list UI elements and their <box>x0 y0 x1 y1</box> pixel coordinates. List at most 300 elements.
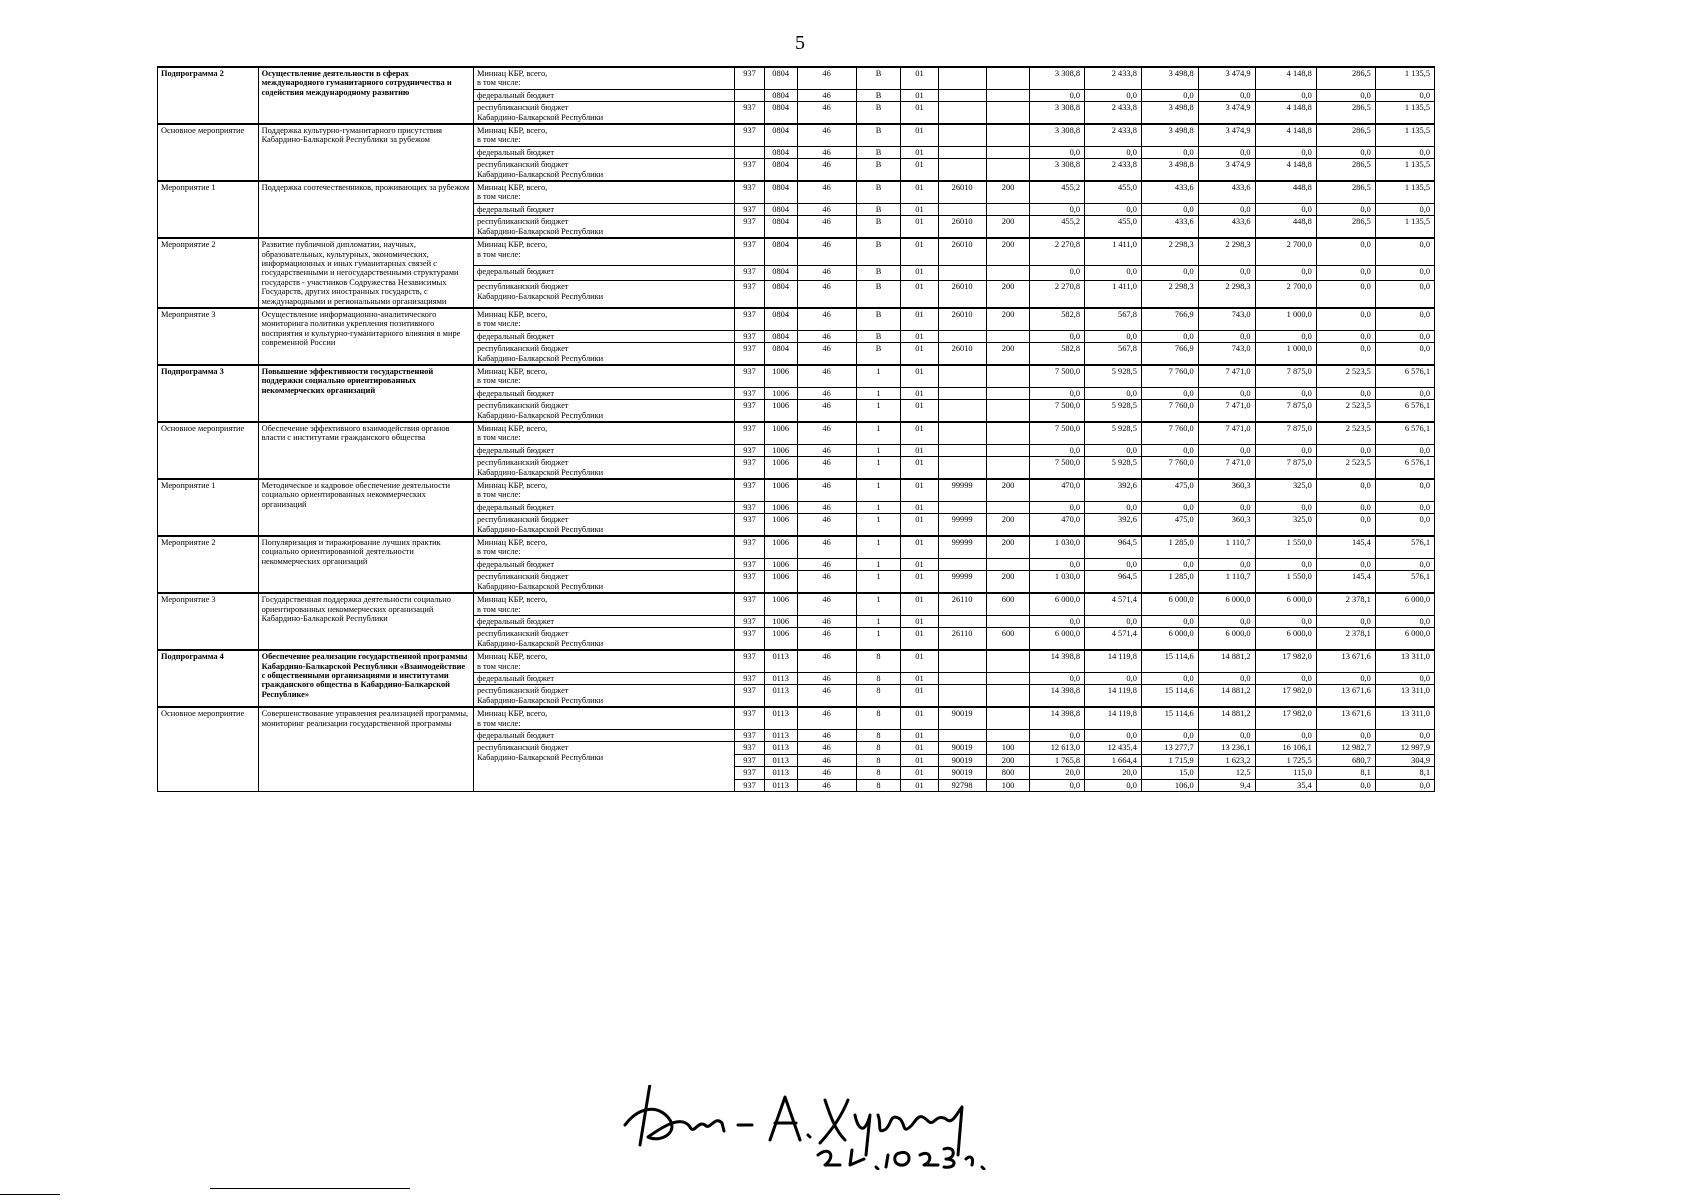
amount-cell: 3 498,8 <box>1141 102 1198 124</box>
rzpr-code: 1006 <box>764 501 797 513</box>
amount-cell: 0,0 <box>1255 387 1316 399</box>
vr-code: 200 <box>986 308 1030 330</box>
funding-source: республиканский бюджет Кабардино-Балкарской Республики <box>473 343 734 365</box>
amount-cell: 0,0 <box>1375 89 1434 101</box>
expense-code <box>938 400 986 422</box>
subprogram-code: 1 <box>856 514 901 536</box>
program-code: 46 <box>797 685 856 707</box>
expense-code <box>938 124 986 146</box>
amount-cell: 475,0 <box>1141 514 1198 536</box>
event-code: 01 <box>901 779 938 791</box>
amount-cell: 2 378,1 <box>1316 628 1375 650</box>
amount-cell: 7 875,0 <box>1255 422 1316 444</box>
event-code: 01 <box>901 343 938 365</box>
row-title: Поддержка соотечественников, проживающих за рубежом <box>258 181 473 238</box>
amount-cell: 1 550,0 <box>1255 571 1316 593</box>
amount-cell: 0,0 <box>1198 89 1255 101</box>
amount-cell: 7 760,0 <box>1141 457 1198 479</box>
rzpr-code: 0804 <box>764 203 797 215</box>
subprogram-code: 1 <box>856 444 901 456</box>
amount-cell: 576,1 <box>1375 536 1434 558</box>
program-code: 46 <box>797 571 856 593</box>
amount-cell: 0,0 <box>1316 330 1375 342</box>
amount-cell: 1 135,5 <box>1375 159 1434 181</box>
row-level-label: Подпрограмма 4 <box>158 650 259 707</box>
subprogram-code: В <box>856 102 901 124</box>
program-code: 46 <box>797 238 856 265</box>
amount-cell: 0,0 <box>1255 265 1316 280</box>
amount-cell: 2 433,8 <box>1085 102 1142 124</box>
amount-cell: 0,0 <box>1085 89 1142 101</box>
amount-cell: 0,0 <box>1085 444 1142 456</box>
amount-cell: 0,0 <box>1255 203 1316 215</box>
amount-cell: 3 474,9 <box>1198 67 1255 89</box>
program-code: 46 <box>797 203 856 215</box>
row-title: Популяризация и тиражирование лучших практик социально ориентированной деятельности некоммерческих организаций <box>258 536 473 593</box>
grbs-code: 937 <box>735 281 765 308</box>
amount-cell: 0,0 <box>1375 281 1434 308</box>
amount-cell: 4 148,8 <box>1255 159 1316 181</box>
event-code: 01 <box>901 615 938 627</box>
grbs-code: 937 <box>735 767 765 779</box>
amount-cell: 5 928,5 <box>1085 457 1142 479</box>
amount-cell: 7 875,0 <box>1255 365 1316 387</box>
amount-cell: 6 000,0 <box>1255 593 1316 615</box>
row-level-label: Основное мероприятие <box>158 707 259 791</box>
subprogram-code: В <box>856 238 901 265</box>
subprogram-code: 1 <box>856 479 901 501</box>
amount-cell: 13 671,6 <box>1316 707 1375 729</box>
expense-code <box>938 265 986 280</box>
expense-code <box>938 558 986 570</box>
amount-cell: 680,7 <box>1316 754 1375 766</box>
expense-code <box>938 501 986 513</box>
amount-cell: 455,2 <box>1030 216 1085 238</box>
event-code: 01 <box>901 365 938 387</box>
vr-code: 100 <box>986 779 1030 791</box>
rzpr-code: 0804 <box>764 67 797 89</box>
amount-cell: 0,0 <box>1198 615 1255 627</box>
expense-code <box>938 615 986 627</box>
amount-cell: 6 000,0 <box>1255 628 1316 650</box>
vr-code: 800 <box>986 767 1030 779</box>
amount-cell: 0,0 <box>1085 387 1142 399</box>
amount-cell: 6 000,0 <box>1030 593 1085 615</box>
amount-cell: 0,0 <box>1375 514 1434 536</box>
subprogram-code: В <box>856 343 901 365</box>
vr-code: 200 <box>986 216 1030 238</box>
handwritten-signature <box>620 1085 1000 1170</box>
vr-code <box>986 558 1030 570</box>
amount-cell: 0,0 <box>1085 615 1142 627</box>
rzpr-code: 0804 <box>764 181 797 203</box>
amount-cell: 145,4 <box>1316 571 1375 593</box>
amount-cell: 0,0 <box>1375 779 1434 791</box>
amount-cell: 433,6 <box>1198 181 1255 203</box>
funding-source: Миннац КБР, всего, в том числе: <box>473 67 734 89</box>
amount-cell: 0,0 <box>1316 672 1375 684</box>
expense-code <box>938 672 986 684</box>
amount-cell: 3 498,8 <box>1141 124 1198 146</box>
amount-cell: 0,0 <box>1141 89 1198 101</box>
page-number: 5 <box>795 32 805 54</box>
amount-cell: 0,0 <box>1316 265 1375 280</box>
vr-code <box>986 387 1030 399</box>
table-row <box>158 536 1435 558</box>
amount-cell: 3 474,9 <box>1198 124 1255 146</box>
subprogram-code: 1 <box>856 628 901 650</box>
grbs-code: 937 <box>735 422 765 444</box>
rzpr-code: 0804 <box>764 343 797 365</box>
funding-source: республиканский бюджет Кабардино-Балкарской Республики <box>473 742 734 792</box>
program-code: 46 <box>797 672 856 684</box>
amount-cell: 325,0 <box>1255 479 1316 501</box>
program-code: 46 <box>797 479 856 501</box>
rzpr-code: 0113 <box>764 707 797 729</box>
funding-source: Миннац КБР, всего, в том числе: <box>473 181 734 203</box>
amount-cell: 0,0 <box>1085 501 1142 513</box>
amount-cell: 0,0 <box>1141 203 1198 215</box>
subprogram-code: В <box>856 89 901 101</box>
amount-cell: 2 433,8 <box>1085 67 1142 89</box>
funding-source: Миннац КБР, всего, в том числе: <box>473 707 734 729</box>
amount-cell: 6 000,0 <box>1375 628 1434 650</box>
event-code: 01 <box>901 501 938 513</box>
vr-code: 200 <box>986 181 1030 203</box>
table-row <box>158 308 1435 330</box>
amount-cell: 0,0 <box>1375 330 1434 342</box>
grbs-code: 937 <box>735 400 765 422</box>
amount-cell: 0,0 <box>1085 672 1142 684</box>
expense-code <box>938 650 986 672</box>
vr-code <box>986 159 1030 181</box>
amount-cell: 448,8 <box>1255 181 1316 203</box>
amount-cell: 360,3 <box>1198 514 1255 536</box>
expense-code: 90019 <box>938 707 986 729</box>
subprogram-code: 1 <box>856 400 901 422</box>
subprogram-code: 8 <box>856 742 901 754</box>
amount-cell: 1 623,2 <box>1198 754 1255 766</box>
rzpr-code: 1006 <box>764 571 797 593</box>
expense-code: 26010 <box>938 238 986 265</box>
amount-cell: 1 765,8 <box>1030 754 1085 766</box>
expense-code <box>938 422 986 444</box>
event-code: 01 <box>901 707 938 729</box>
expense-code: 99999 <box>938 571 986 593</box>
amount-cell: 0,0 <box>1085 330 1142 342</box>
amount-cell: 14 881,2 <box>1198 707 1255 729</box>
grbs-code: 937 <box>735 330 765 342</box>
amount-cell: 0,0 <box>1085 729 1142 741</box>
amount-cell: 14 398,8 <box>1030 650 1085 672</box>
row-level-label: Мероприятие 2 <box>158 536 259 593</box>
vr-code <box>986 400 1030 422</box>
funding-source: федеральный бюджет <box>473 330 734 342</box>
grbs-code: 937 <box>735 479 765 501</box>
amount-cell: 0,0 <box>1375 615 1434 627</box>
vr-code <box>986 444 1030 456</box>
program-code: 46 <box>797 159 856 181</box>
amount-cell: 3 308,8 <box>1030 102 1085 124</box>
amount-cell: 576,1 <box>1375 571 1434 593</box>
vr-code <box>986 501 1030 513</box>
amount-cell: 13 671,6 <box>1316 685 1375 707</box>
amount-cell: 455,0 <box>1085 181 1142 203</box>
funding-source: федеральный бюджет <box>473 501 734 513</box>
amount-cell: 0,0 <box>1375 501 1434 513</box>
amount-cell: 2 523,5 <box>1316 457 1375 479</box>
event-code: 01 <box>901 400 938 422</box>
expense-code <box>938 102 986 124</box>
grbs-code: 937 <box>735 387 765 399</box>
grbs-code: 937 <box>735 536 765 558</box>
amount-cell: 0,0 <box>1316 387 1375 399</box>
amount-cell: 0,0 <box>1255 615 1316 627</box>
rzpr-code: 0804 <box>764 159 797 181</box>
row-title: Повышение эффективности государственной поддержки социально ориентированных некоммерческих организаций <box>258 365 473 422</box>
subprogram-code: 8 <box>856 779 901 791</box>
program-code: 46 <box>797 615 856 627</box>
amount-cell: 455,0 <box>1085 216 1142 238</box>
amount-cell: 325,0 <box>1255 514 1316 536</box>
amount-cell: 2 298,3 <box>1198 281 1255 308</box>
expense-code: 26010 <box>938 281 986 308</box>
amount-cell: 286,5 <box>1316 181 1375 203</box>
rzpr-code: 0113 <box>764 729 797 741</box>
event-code: 01 <box>901 181 938 203</box>
amount-cell: 455,2 <box>1030 181 1085 203</box>
amount-cell: 7 760,0 <box>1141 365 1198 387</box>
amount-cell: 15,0 <box>1141 767 1198 779</box>
amount-cell: 0,0 <box>1255 501 1316 513</box>
amount-cell: 6 576,1 <box>1375 400 1434 422</box>
amount-cell: 433,6 <box>1141 181 1198 203</box>
amount-cell: 15 114,6 <box>1141 685 1198 707</box>
rzpr-code: 1006 <box>764 558 797 570</box>
vr-code: 200 <box>986 536 1030 558</box>
amount-cell: 0,0 <box>1316 343 1375 365</box>
vr-code: 200 <box>986 514 1030 536</box>
amount-cell: 14 119,8 <box>1085 707 1142 729</box>
rzpr-code: 1006 <box>764 457 797 479</box>
amount-cell: 964,5 <box>1085 536 1142 558</box>
subprogram-code: 8 <box>856 707 901 729</box>
grbs-code: 937 <box>735 650 765 672</box>
amount-cell: 0,0 <box>1141 265 1198 280</box>
expense-code <box>938 685 986 707</box>
rzpr-code: 0804 <box>764 238 797 265</box>
amount-cell: 0,0 <box>1375 558 1434 570</box>
amount-cell: 304,9 <box>1375 754 1434 766</box>
amount-cell: 13 277,7 <box>1141 742 1198 754</box>
row-level-label: Мероприятие 1 <box>158 181 259 238</box>
grbs-code: 937 <box>735 203 765 215</box>
program-code: 46 <box>797 628 856 650</box>
event-code: 01 <box>901 102 938 124</box>
rzpr-code: 1006 <box>764 593 797 615</box>
expense-code: 26010 <box>938 181 986 203</box>
amount-cell: 6 000,0 <box>1198 593 1255 615</box>
amount-cell: 0,0 <box>1316 89 1375 101</box>
amount-cell: 4 571,4 <box>1085 628 1142 650</box>
funding-source: Миннац КБР, всего, в том числе: <box>473 238 734 265</box>
amount-cell: 2 298,3 <box>1198 238 1255 265</box>
amount-cell: 0,0 <box>1085 779 1142 791</box>
amount-cell: 35,4 <box>1255 779 1316 791</box>
subprogram-code: 1 <box>856 593 901 615</box>
amount-cell: 20,0 <box>1030 767 1085 779</box>
subprogram-code: 1 <box>856 536 901 558</box>
amount-cell: 1 000,0 <box>1255 343 1316 365</box>
amount-cell: 1 135,5 <box>1375 181 1434 203</box>
vr-code: 200 <box>986 281 1030 308</box>
vr-code: 600 <box>986 628 1030 650</box>
funding-source: республиканский бюджет Кабардино-Балкарской Республики <box>473 457 734 479</box>
expense-code: 90019 <box>938 742 986 754</box>
event-code: 01 <box>901 558 938 570</box>
event-code: 01 <box>901 387 938 399</box>
funding-source: республиканский бюджет Кабардино-Балкарской Республики <box>473 159 734 181</box>
grbs-code <box>735 89 765 101</box>
vr-code <box>986 729 1030 741</box>
program-code: 46 <box>797 216 856 238</box>
amount-cell: 0,0 <box>1141 729 1198 741</box>
grbs-code: 937 <box>735 308 765 330</box>
event-code: 01 <box>901 536 938 558</box>
amount-cell: 6 000,0 <box>1141 593 1198 615</box>
rzpr-code: 0804 <box>764 146 797 158</box>
amount-cell: 743,0 <box>1198 308 1255 330</box>
grbs-code: 937 <box>735 615 765 627</box>
rzpr-code: 0804 <box>764 330 797 342</box>
grbs-code: 937 <box>735 216 765 238</box>
amount-cell: 1 725,5 <box>1255 754 1316 766</box>
amount-cell: 1 110,7 <box>1198 536 1255 558</box>
subprogram-code: В <box>856 146 901 158</box>
amount-cell: 0,0 <box>1316 308 1375 330</box>
amount-cell: 1 285,0 <box>1141 536 1198 558</box>
amount-cell: 0,0 <box>1316 146 1375 158</box>
amount-cell: 475,0 <box>1141 479 1198 501</box>
event-code: 01 <box>901 444 938 456</box>
event-code: 01 <box>901 672 938 684</box>
amount-cell: 6 576,1 <box>1375 365 1434 387</box>
amount-cell: 7 500,0 <box>1030 400 1085 422</box>
event-code: 01 <box>901 685 938 707</box>
table-row <box>158 650 1435 672</box>
amount-cell: 0,0 <box>1085 265 1142 280</box>
amount-cell: 0,0 <box>1085 203 1142 215</box>
amount-cell: 2 700,0 <box>1255 281 1316 308</box>
funding-source: Миннац КБР, всего, в том числе: <box>473 124 734 146</box>
amount-cell: 0,0 <box>1141 387 1198 399</box>
program-code: 46 <box>797 67 856 89</box>
table-row <box>158 238 1435 265</box>
amount-cell: 0,0 <box>1316 444 1375 456</box>
amount-cell: 15 114,6 <box>1141 650 1198 672</box>
amount-cell: 15 114,6 <box>1141 707 1198 729</box>
expense-code: 26010 <box>938 308 986 330</box>
amount-cell: 14 119,8 <box>1085 650 1142 672</box>
amount-cell: 7 500,0 <box>1030 457 1085 479</box>
amount-cell: 0,0 <box>1030 203 1085 215</box>
amount-cell: 0,0 <box>1141 501 1198 513</box>
subprogram-code: 1 <box>856 571 901 593</box>
amount-cell: 2 433,8 <box>1085 159 1142 181</box>
vr-code <box>986 102 1030 124</box>
amount-cell: 9,4 <box>1198 779 1255 791</box>
vr-code <box>986 89 1030 101</box>
amount-cell: 106,0 <box>1141 779 1198 791</box>
amount-cell: 1 550,0 <box>1255 536 1316 558</box>
vr-code <box>986 330 1030 342</box>
amount-cell: 448,8 <box>1255 216 1316 238</box>
amount-cell: 0,0 <box>1030 146 1085 158</box>
amount-cell: 392,6 <box>1085 514 1142 536</box>
grbs-code: 937 <box>735 514 765 536</box>
amount-cell: 4 148,8 <box>1255 124 1316 146</box>
row-level-label: Основное мероприятие <box>158 422 259 479</box>
program-code: 46 <box>797 779 856 791</box>
grbs-code: 937 <box>735 124 765 146</box>
subprogram-code: 1 <box>856 558 901 570</box>
amount-cell: 0,0 <box>1030 444 1085 456</box>
event-code: 01 <box>901 203 938 215</box>
amount-cell: 0,0 <box>1141 672 1198 684</box>
program-code: 46 <box>797 265 856 280</box>
expense-code: 99999 <box>938 514 986 536</box>
amount-cell: 12 435,4 <box>1085 742 1142 754</box>
amount-cell: 567,8 <box>1085 308 1142 330</box>
amount-cell: 0,0 <box>1316 281 1375 308</box>
subprogram-code: 8 <box>856 685 901 707</box>
vr-code <box>986 685 1030 707</box>
vr-code <box>986 365 1030 387</box>
program-code: 46 <box>797 444 856 456</box>
expense-code: 26110 <box>938 628 986 650</box>
amount-cell: 2 523,5 <box>1316 400 1375 422</box>
vr-code: 100 <box>986 742 1030 754</box>
amount-cell: 286,5 <box>1316 159 1375 181</box>
table-row <box>158 365 1435 387</box>
subprogram-code: 1 <box>856 387 901 399</box>
subprogram-code: 1 <box>856 457 901 479</box>
amount-cell: 0,0 <box>1375 343 1434 365</box>
vr-code <box>986 422 1030 444</box>
table-row <box>158 479 1435 501</box>
amount-cell: 0,0 <box>1316 558 1375 570</box>
amount-cell: 2 433,8 <box>1085 124 1142 146</box>
event-code: 01 <box>901 514 938 536</box>
rzpr-code: 0113 <box>764 767 797 779</box>
expense-code <box>938 444 986 456</box>
funding-source: Миннац КБР, всего, в том числе: <box>473 536 734 558</box>
rzpr-code: 1006 <box>764 365 797 387</box>
amount-cell: 0,0 <box>1198 203 1255 215</box>
amount-cell: 17 982,0 <box>1255 707 1316 729</box>
program-code: 46 <box>797 124 856 146</box>
amount-cell: 0,0 <box>1141 444 1198 456</box>
amount-cell: 1 135,5 <box>1375 67 1434 89</box>
amount-cell: 2 270,8 <box>1030 281 1085 308</box>
amount-cell: 1 135,5 <box>1375 216 1434 238</box>
vr-code: 200 <box>986 343 1030 365</box>
amount-cell: 0,0 <box>1141 558 1198 570</box>
amount-cell: 7 500,0 <box>1030 422 1085 444</box>
subprogram-code: 8 <box>856 650 901 672</box>
expense-code <box>938 457 986 479</box>
grbs-code: 937 <box>735 685 765 707</box>
